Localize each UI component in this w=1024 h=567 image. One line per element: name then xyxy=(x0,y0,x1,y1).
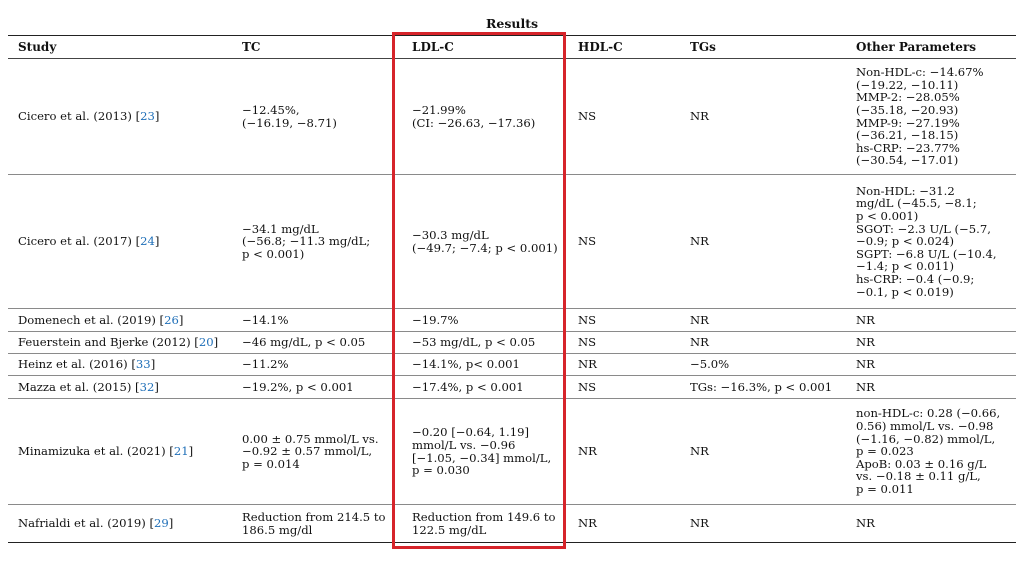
cell-line: p < 0.001) xyxy=(856,209,919,224)
table-row xyxy=(8,354,1016,376)
cell-line: −0.1, p < 0.019) xyxy=(856,284,954,299)
cell-line: 0.56) mmol/L vs. −0.98 xyxy=(856,419,994,434)
cell-tc xyxy=(232,505,402,543)
cell-line: Non-HDL-c: −14.67% xyxy=(856,65,984,80)
cell-line: (−16.19, −8.71) xyxy=(242,115,337,130)
cell-line: (−36.21, −18.15) xyxy=(856,128,959,143)
cell-line: SGPT: −6.8 U/L (−10.4, xyxy=(856,246,997,261)
cell-other-parameters xyxy=(846,332,1016,354)
cell-study: Heinz et al. (2016) [33] xyxy=(8,354,232,376)
cell-line: NR xyxy=(856,335,875,350)
cell-line: Reduction from 149.6 to xyxy=(412,509,556,524)
cell-line: −14.1% xyxy=(242,312,289,327)
cell-line: 186.5 mg/dl xyxy=(242,522,313,537)
study-name: Feuerstein and Bjerke (2012) xyxy=(18,335,191,350)
cell-line: NR xyxy=(690,109,709,124)
cell-line: p = 0.014 xyxy=(242,456,300,471)
cell-line: hs-CRP: −23.77% xyxy=(856,140,960,155)
cell-tc xyxy=(232,59,402,175)
cell-study: Cicero et al. (2017) [24] xyxy=(8,175,232,309)
cell-line: NS xyxy=(578,234,597,249)
study-name: Cicero et al. (2013) xyxy=(18,109,132,124)
cell-line: −14.1%, p< 0.001 xyxy=(412,357,520,372)
cell-hdl-c xyxy=(568,309,680,332)
table-header-row xyxy=(8,36,1016,59)
cell-line: 0.00 ± 0.75 mmol/L vs. xyxy=(242,431,379,446)
citation-link[interactable]: 32 xyxy=(139,379,155,394)
cell-line: TGs: −16.3%, p < 0.001 xyxy=(690,379,833,394)
citation-link[interactable]: 24 xyxy=(140,234,155,249)
cell-line: p = 0.011 xyxy=(856,481,914,496)
cell-tc xyxy=(232,354,402,376)
cell-line: NS xyxy=(578,335,597,350)
cell-line: (−56.8; −11.3 mg/dL; xyxy=(242,234,371,249)
header-tc: TC xyxy=(232,36,402,59)
citation-link[interactable]: 29 xyxy=(154,516,169,531)
cell-ldl-c xyxy=(402,59,568,175)
cell-ldl-c xyxy=(402,175,568,309)
study-name: Nafrialdi et al. (2019) xyxy=(18,516,146,531)
cell-line: p = 0.030 xyxy=(412,463,470,478)
cell-ldl-c xyxy=(402,354,568,376)
cell-tc xyxy=(232,175,402,309)
cell-line: [−1.05, −0.34] mmol/L, xyxy=(412,450,552,465)
citation-link[interactable]: 26 xyxy=(164,312,179,327)
cell-tc xyxy=(232,399,402,505)
cell-line: NR xyxy=(690,234,709,249)
cell-study: Nafrialdi et al. (2019) [29] xyxy=(8,505,232,543)
cell-line: NR xyxy=(690,335,709,350)
cell-ldl-c xyxy=(402,399,568,505)
cell-line: NR xyxy=(856,379,875,394)
cell-study: Cicero et al. (2013) [23] xyxy=(8,59,232,175)
cell-tgs xyxy=(680,309,846,332)
cell-line: NS xyxy=(578,379,597,394)
table-row xyxy=(8,309,1016,332)
study-name: Domenech et al. (2019) xyxy=(18,312,156,327)
header-hdl-c: HDL-C xyxy=(568,36,680,59)
cell-line: (−19.22, −10.11) xyxy=(856,77,959,92)
cell-hdl-c xyxy=(568,505,680,543)
cell-line: NR xyxy=(578,444,597,459)
cell-line: NR xyxy=(856,516,875,531)
table-row xyxy=(8,332,1016,354)
citation-link[interactable]: 21 xyxy=(173,444,189,459)
cell-line: NR xyxy=(578,357,597,372)
cell-line: −30.3 mg/dL xyxy=(412,227,489,242)
cell-hdl-c xyxy=(568,399,680,505)
cell-line: −53 mg/dL, p < 0.05 xyxy=(412,335,536,350)
cell-line: 122.5 mg/dL xyxy=(412,522,487,537)
cell-line: −19.7% xyxy=(412,312,459,327)
cell-line: −21.99% xyxy=(412,102,466,117)
cell-tgs xyxy=(680,376,846,399)
cell-tgs xyxy=(680,399,846,505)
cell-line: MMP-2: −28.05% xyxy=(856,90,960,105)
cell-tgs xyxy=(680,354,846,376)
cell-study: Minamizuka et al. (2021) [21] xyxy=(8,399,232,505)
citation-link[interactable]: 33 xyxy=(135,357,151,372)
cell-line: non-HDL-c: 0.28 (−0.66, xyxy=(856,406,1001,421)
cell-line: −34.1 mg/dL xyxy=(242,221,319,236)
cell-line: NR xyxy=(578,516,597,531)
cell-line: −11.2% xyxy=(242,357,289,372)
cell-line: (−1.16, −0.82) mmol/L, xyxy=(856,431,996,446)
results-table xyxy=(8,35,1016,543)
cell-study: Mazza et al. (2015) [32] xyxy=(8,376,232,399)
header-tgs: TGs xyxy=(680,36,846,59)
cell-line: (−35.18, −20.93) xyxy=(856,102,959,117)
cell-line: Reduction from 214.5 to xyxy=(242,509,386,524)
cell-line: (−49.7; −7.4; p < 0.001) xyxy=(412,240,558,255)
cell-line: ApoB: 0.03 ± 0.16 g/L xyxy=(856,456,987,471)
cell-line: −1.4; p < 0.011) xyxy=(856,259,954,274)
cell-line: −0.20 [−0.64, 1.19] xyxy=(412,425,529,440)
table-body xyxy=(8,59,1016,543)
table-row xyxy=(8,59,1016,175)
cell-line: NR xyxy=(690,516,709,531)
cell-line: −46 mg/dL, p < 0.05 xyxy=(242,335,366,350)
cell-hdl-c xyxy=(568,332,680,354)
cell-line: MMP-9: −27.19% xyxy=(856,115,960,130)
cell-line: (−30.54, −17.01) xyxy=(856,153,959,168)
cell-tgs xyxy=(680,175,846,309)
cell-hdl-c xyxy=(568,59,680,175)
cell-line: −5.0% xyxy=(690,357,730,372)
cell-other-parameters xyxy=(846,59,1016,175)
cell-line: mmol/L vs. −0.96 xyxy=(412,437,516,452)
header-study: Study xyxy=(8,36,232,59)
cell-other-parameters xyxy=(846,399,1016,505)
cell-study: Domenech et al. (2019) [26] xyxy=(8,309,232,332)
cell-line: NR xyxy=(690,312,709,327)
cell-hdl-c xyxy=(568,354,680,376)
cell-other-parameters xyxy=(846,376,1016,399)
cell-other-parameters xyxy=(846,309,1016,332)
cell-line: p = 0.023 xyxy=(856,444,914,459)
cell-hdl-c xyxy=(568,175,680,309)
cell-line: −19.2%, p < 0.001 xyxy=(242,379,354,394)
cell-tgs xyxy=(680,332,846,354)
cell-line: hs-CRP: −0.4 (−0.9; xyxy=(856,271,975,286)
cell-line: NS xyxy=(578,109,597,124)
cell-other-parameters xyxy=(846,505,1016,543)
cell-line: p < 0.001) xyxy=(242,246,305,261)
header-other-parameters: Other Parameters xyxy=(846,36,1016,59)
cell-line: NR xyxy=(856,357,875,372)
cell-line: Non-HDL: −31.2 xyxy=(856,183,955,198)
cell-line: −12.45%, xyxy=(242,102,300,117)
cell-line: NS xyxy=(578,312,597,327)
cell-line: SGOT: −2.3 U/L (−5.7, xyxy=(856,221,991,236)
cell-tc xyxy=(232,309,402,332)
cell-ldl-c xyxy=(402,505,568,543)
table-row xyxy=(8,505,1016,543)
cell-other-parameters xyxy=(846,175,1016,309)
table-row xyxy=(8,376,1016,399)
cell-tgs xyxy=(680,59,846,175)
cell-line: vs. −0.18 ± 0.11 g/L, xyxy=(856,469,981,484)
cell-line: −0.92 ± 0.57 mmol/L, xyxy=(242,444,373,459)
cell-tc xyxy=(232,376,402,399)
cell-other-parameters xyxy=(846,354,1016,376)
cell-study: Feuerstein and Bjerke (2012) [20] xyxy=(8,332,232,354)
study-name: Heinz et al. (2016) xyxy=(18,357,128,372)
cell-ldl-c xyxy=(402,376,568,399)
cell-tgs xyxy=(680,505,846,543)
cell-line: NR xyxy=(856,312,875,327)
study-name: Cicero et al. (2017) xyxy=(18,234,132,249)
study-name: Mazza et al. (2015) xyxy=(18,379,132,394)
study-name: Minamizuka et al. (2021) xyxy=(18,444,166,459)
citation-link[interactable]: 20 xyxy=(198,335,214,350)
cell-line: −0.9; p < 0.024) xyxy=(856,234,954,249)
cell-tc xyxy=(232,332,402,354)
cell-line: (CI: −26.63, −17.36) xyxy=(412,115,536,130)
cell-ldl-c xyxy=(402,332,568,354)
cell-line: NR xyxy=(690,444,709,459)
cell-line: mg/dL (−45.5, −8.1; xyxy=(856,196,977,211)
citation-link[interactable]: 23 xyxy=(140,109,155,124)
cell-hdl-c xyxy=(568,376,680,399)
cell-ldl-c xyxy=(402,309,568,332)
table-row xyxy=(8,175,1016,309)
header-ldl-c: LDL-C xyxy=(402,36,568,59)
table-caption: Results xyxy=(485,16,539,31)
cell-line: −17.4%, p < 0.001 xyxy=(412,379,524,394)
table-row xyxy=(8,399,1016,505)
